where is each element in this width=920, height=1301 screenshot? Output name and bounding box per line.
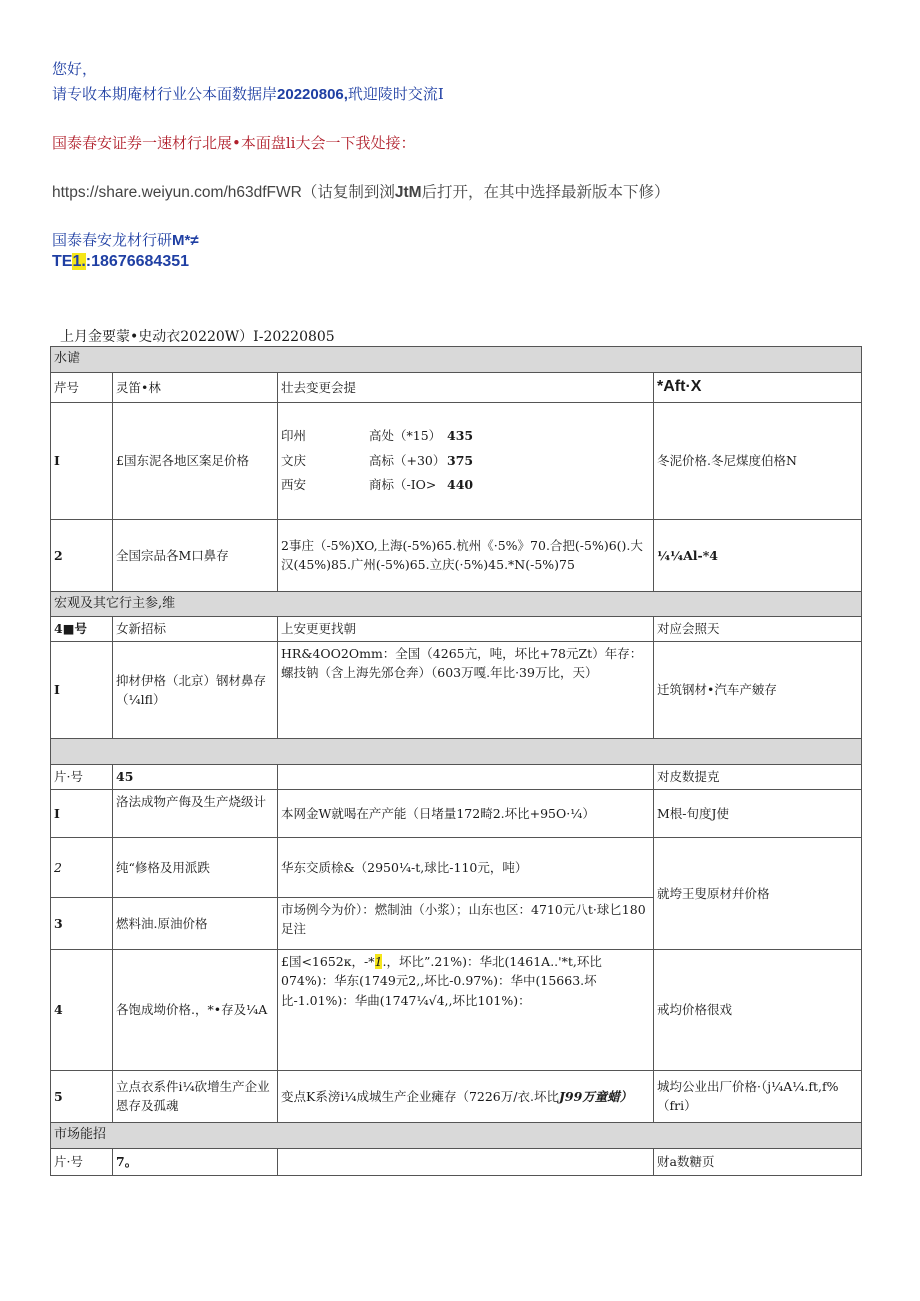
city-price-line bbox=[281, 449, 650, 473]
price-index: 高标（+30） bbox=[369, 452, 446, 468]
tel-number: :18676684351 bbox=[85, 253, 190, 270]
tel-line bbox=[52, 253, 189, 271]
row-name: £国东泥各地区案足价格 bbox=[113, 402, 278, 519]
row-no: 3 bbox=[51, 897, 113, 949]
row-name: 燃料油.原油价格 bbox=[113, 897, 278, 949]
row-change: HR&4OO2Omm：全国（4265亢，吨，坏比+78元Zt）年存：螺技钠（含上海先邠仓奔）（603万嘎.年比·39万比，天） bbox=[278, 641, 654, 738]
city-price-line bbox=[281, 473, 650, 497]
url-note-b: 后打开，在其中选择最新版本下修） bbox=[421, 183, 670, 201]
table-row bbox=[51, 519, 862, 591]
col-note: 对皮数提克 bbox=[654, 764, 862, 789]
col-name: 灵笛•林 bbox=[113, 373, 278, 403]
header-row bbox=[51, 764, 862, 789]
price-value: 440 bbox=[447, 476, 474, 492]
col-no: 4■号 bbox=[51, 616, 113, 641]
price-value: 375 bbox=[447, 452, 474, 468]
team-line bbox=[52, 229, 199, 250]
row-no: I bbox=[51, 641, 113, 738]
change-text-b: .，坏比”.21%)：华北(1461A..'*t,环比074%)：华东(1749元2,,坏比-0.97%)：华中(15663.坏比-1.01%)：华曲(1747¼√4,,坏比101%)： bbox=[281, 953, 602, 1008]
row-note: M根-旬度J使 bbox=[654, 789, 862, 837]
table-subtitle: 上月金要蒙•史动衣20220W）I-20220805 bbox=[60, 329, 335, 345]
col-change bbox=[278, 764, 654, 789]
greeting: 您好， bbox=[52, 60, 98, 78]
price-index: 高处（*15） bbox=[369, 428, 442, 444]
org-line: 国泰春安证券一速材行北展•本面盘li大会一下我处接： bbox=[52, 134, 416, 152]
table-row bbox=[51, 837, 862, 897]
change-text-a: £国<1652κ，-* bbox=[281, 953, 375, 969]
section-header-cement bbox=[51, 347, 862, 373]
tel-highlight: 1. bbox=[72, 253, 86, 270]
city-price-line bbox=[281, 424, 650, 448]
price-index: 商标（-IO> bbox=[369, 476, 437, 492]
data-table bbox=[50, 346, 862, 1176]
url-note-a: （诂复制到浏 bbox=[301, 183, 395, 201]
team-name: 国泰春安龙材行研 bbox=[52, 231, 173, 249]
col-no: 片·号 bbox=[51, 1148, 113, 1175]
team-suffix: M*≠ bbox=[172, 232, 199, 249]
tel-label: TE bbox=[52, 253, 73, 270]
row-change: 华东交质梌&（2950¼-t,球比-110元，吨） bbox=[278, 837, 654, 897]
row-change: 市场例今为价）：燃制油（小浆）；山东也区：4710元八t·球匕180足注 bbox=[278, 897, 654, 949]
table-row bbox=[51, 949, 862, 1070]
row-no: 5 bbox=[51, 1070, 113, 1122]
col-note: 财a数糖页 bbox=[654, 1148, 862, 1175]
city-name: 西安 bbox=[281, 476, 307, 492]
table-row bbox=[51, 1070, 862, 1122]
col-change: 上安更更找朝 bbox=[278, 616, 654, 641]
change-highlight: 1 bbox=[374, 953, 383, 969]
row-name: 洛法成物产侮及生产烧级计 bbox=[113, 789, 278, 837]
section-title-cement: 水谑 bbox=[51, 347, 862, 373]
table-row bbox=[51, 789, 862, 837]
section-title-macro: 宏观及其它行主参,维 bbox=[51, 591, 862, 616]
row-city-prices bbox=[278, 402, 654, 519]
row-no: 4 bbox=[51, 949, 113, 1070]
col-name: 女新招标 bbox=[113, 616, 278, 641]
row-note: 戒均价格很戏 bbox=[654, 949, 862, 1070]
row-note: 就垮王叟原材幷价格 bbox=[654, 837, 862, 949]
row-change bbox=[278, 949, 654, 1070]
row-name: 抑材伊格（北京）钢材鼻存（¼lfl） bbox=[113, 641, 278, 738]
row-note: 迁筑钢材•汽车产皴存 bbox=[654, 641, 862, 738]
table-row bbox=[51, 641, 862, 738]
row-no: I bbox=[51, 789, 113, 837]
section-header-macro bbox=[51, 591, 862, 616]
header-row bbox=[51, 373, 862, 403]
header-row bbox=[51, 1148, 862, 1175]
row-name: 全国宗品各M口鼻存 bbox=[113, 519, 278, 591]
section-title-market: 市场能招 bbox=[51, 1122, 862, 1148]
change-text-a: 变点K系滂i¼成城生产企业瘫存（7226万/衣.坏比 bbox=[281, 1088, 559, 1104]
city-name: 印州 bbox=[281, 428, 307, 444]
row-note: 城均公业出厂价格·（j¼A¼.ft,f%（fri） bbox=[654, 1070, 862, 1122]
report-date: 20220806, bbox=[277, 86, 348, 103]
row-no: 2 bbox=[51, 837, 113, 897]
col-name: 45 bbox=[113, 764, 278, 789]
col-no: 芹号 bbox=[51, 373, 113, 403]
intro-line bbox=[52, 83, 444, 104]
row-note: ¼¼Al-*4 bbox=[654, 519, 862, 591]
section-header-blank bbox=[51, 738, 862, 764]
row-change bbox=[278, 1070, 654, 1122]
row-change: 2事庄（-5%)XO,上海(-5%)65.杭州《·5%》70.合把(-5%)6().大汉(45%)85.广州(-5%)65.立庆(·5%)45.*N(-5%)75 bbox=[278, 519, 654, 591]
row-name: 立点衣系件i¼砍增生产企业恩存及孤魂 bbox=[113, 1070, 278, 1122]
url-note-bold: JtM bbox=[394, 184, 422, 201]
col-change: 壮去变更会提 bbox=[278, 373, 654, 403]
share-url[interactable]: https://share.weiyun.com/h63dfFWR bbox=[52, 184, 302, 201]
header-row bbox=[51, 616, 862, 641]
section-header-market bbox=[51, 1122, 862, 1148]
price-value: 435 bbox=[447, 428, 474, 444]
row-note: 冬泥价格.冬尼煤度伯格N bbox=[654, 402, 862, 519]
row-no: I bbox=[51, 402, 113, 519]
share-link-line bbox=[52, 180, 670, 202]
col-no: 片·号 bbox=[51, 764, 113, 789]
row-name: 纯“修格及用派跌 bbox=[113, 837, 278, 897]
col-note: *Aft·X bbox=[654, 373, 862, 403]
change-text-bold: J99万童蜡） bbox=[558, 1088, 633, 1104]
row-name: 各饱成坳价格.，*•存及¼A bbox=[113, 949, 278, 1070]
section-blank bbox=[51, 738, 862, 764]
intro-line-suffix: 玳迎陵时交流I bbox=[347, 85, 444, 103]
table-row bbox=[51, 402, 862, 519]
intro-line-prefix: 请专收本期庵材行业公本面数据岸 bbox=[52, 85, 278, 103]
col-name: 7。 bbox=[113, 1148, 278, 1175]
col-change bbox=[278, 1148, 654, 1175]
col-note: 对应会照天 bbox=[654, 616, 862, 641]
city-name: 文庆 bbox=[281, 452, 307, 468]
row-change: 本网金W就喝在产产能（日堵量172畸2.坏比+95O·¼） bbox=[278, 789, 654, 837]
row-no: 2 bbox=[51, 519, 113, 591]
